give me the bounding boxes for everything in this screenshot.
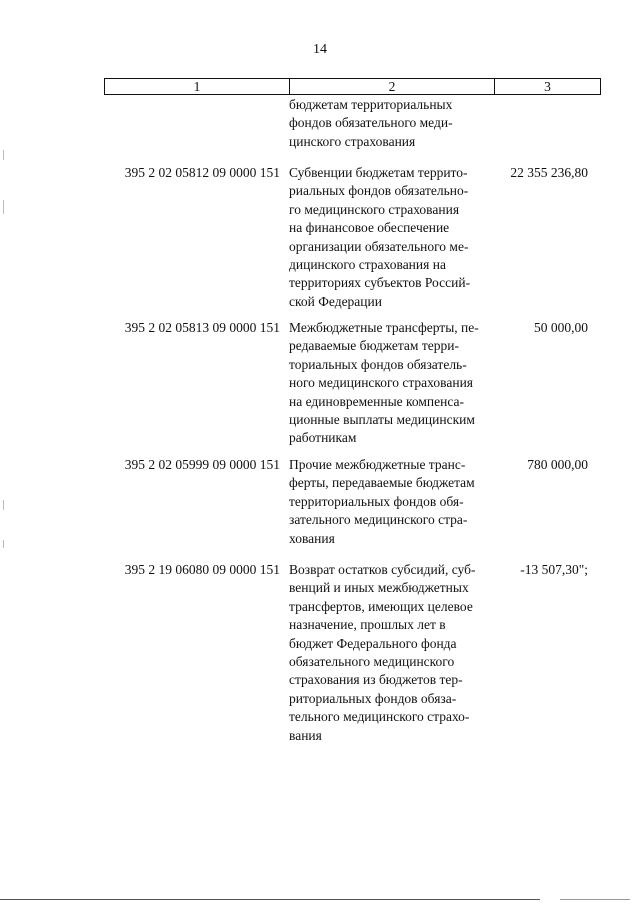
description-line: бюджетам территориальных bbox=[289, 97, 453, 112]
header-col-2: 2 bbox=[289, 79, 494, 94]
budget-classification-code: 395 2 19 06080 09 0000 151 bbox=[124, 562, 280, 577]
header-col-3: 3 bbox=[494, 79, 600, 94]
footer-rule bbox=[560, 899, 630, 900]
description-line: бюджет Федерального фонда bbox=[289, 635, 457, 651]
description-line: трансфертов, имеющих целевое bbox=[289, 598, 473, 614]
row-description bbox=[289, 164, 494, 311]
description-line: редаваемые бюджетам терри- bbox=[289, 338, 459, 354]
description-line: территориях субъектов Россий- bbox=[289, 275, 471, 291]
description-line: ного медицинского страхования bbox=[289, 375, 473, 391]
row-amount: 780 000,00 bbox=[527, 457, 588, 472]
description-line: зательного медицинского стра- bbox=[289, 512, 468, 528]
budget-classification-code: 395 2 02 05813 09 0000 151 bbox=[124, 320, 280, 335]
description-line: хования bbox=[289, 530, 335, 546]
description-line: ционные выплаты медицинским bbox=[289, 411, 475, 427]
scan-edge-mark bbox=[3, 540, 4, 548]
table-header bbox=[104, 78, 601, 95]
scan-edge-mark bbox=[3, 500, 4, 510]
budget-classification-code: 395 2 02 05812 09 0000 151 bbox=[124, 165, 280, 180]
footer-rule bbox=[0, 899, 540, 900]
description-line: риториальных фондов обяза- bbox=[289, 690, 457, 706]
description-line: риальных фондов обязательно- bbox=[289, 183, 469, 199]
description-line: цинского страхования bbox=[289, 133, 416, 149]
description-line: территориальных фондов обя- bbox=[289, 493, 464, 509]
budget-classification-code: 395 2 02 05999 09 0000 151 bbox=[124, 457, 280, 472]
description-line: Субвенции бюджетам террито- bbox=[289, 165, 468, 180]
row-amount: 22 355 236,80 bbox=[510, 165, 588, 180]
header-col-1: 1 bbox=[193, 79, 201, 94]
description-line: венций и иных межбюджетных bbox=[289, 580, 469, 596]
row-description bbox=[289, 96, 494, 151]
description-line: Возврат остатков субсидий, суб- bbox=[289, 562, 476, 577]
description-line: на единовременные компенса- bbox=[289, 393, 465, 409]
description-line: тельного медицинского страхо- bbox=[289, 709, 470, 725]
description-line: на финансовое обеспечение bbox=[289, 220, 450, 236]
description-line: Межбюджетные трансферты, пе- bbox=[289, 320, 479, 335]
description-line: назначение, прошлых лет в bbox=[289, 617, 446, 633]
row-description bbox=[289, 319, 494, 448]
row-amount: -13 507,30"; bbox=[520, 562, 588, 577]
scan-edge-mark bbox=[3, 200, 4, 214]
description-line: го медицинского страхования bbox=[289, 201, 460, 217]
description-line: страхования из бюджетов тер- bbox=[289, 672, 463, 688]
page-number: 14 bbox=[313, 42, 327, 57]
description-line: ториальных фондов обязатель- bbox=[289, 356, 467, 372]
description-line: ской Федерации bbox=[289, 293, 382, 309]
description-line: ферты, передаваемые бюджетам bbox=[289, 475, 475, 491]
row-description bbox=[289, 561, 494, 745]
description-line: Прочие межбюджетные транс- bbox=[289, 457, 466, 472]
description-line: работникам bbox=[289, 430, 357, 446]
description-line: фондов обязательного меди- bbox=[289, 115, 453, 131]
scan-edge-mark bbox=[3, 150, 4, 160]
description-line: организации обязательного ме- bbox=[289, 238, 469, 254]
description-line: вания bbox=[289, 727, 322, 743]
description-line: обязательного медицинского bbox=[289, 653, 455, 669]
row-amount: 50 000,00 bbox=[534, 320, 588, 335]
description-line: дицинского страхования на bbox=[289, 256, 446, 272]
row-description bbox=[289, 456, 494, 548]
